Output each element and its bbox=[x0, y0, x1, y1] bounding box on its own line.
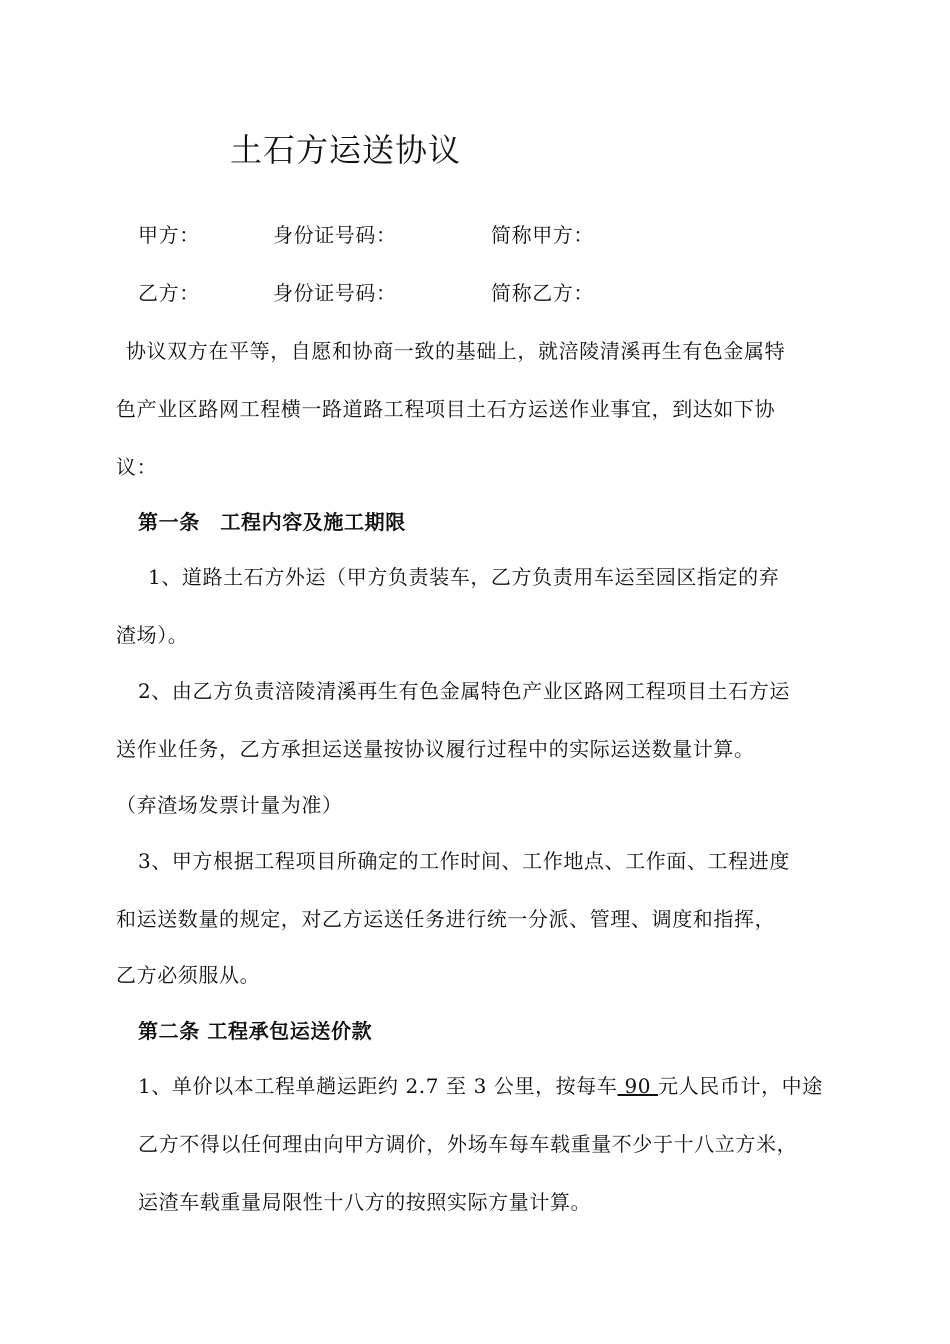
article-1-item-3-line-2: 和运送数量的规定，对乙方运送任务进行统一分派、管理、调度和指挥， bbox=[116, 907, 776, 931]
intro-line-2: 色产业区路网工程横一路道路工程项目土石方运送作业事宜，到达如下协 bbox=[116, 397, 776, 421]
party-b-id-label: 身份证号码： bbox=[273, 281, 397, 305]
party-a-id-label: 身份证号码： bbox=[273, 223, 397, 247]
article-1-item-2-line-3: （弃渣场发票计量为准） bbox=[116, 793, 343, 817]
party-a-short-label: 简称甲方： bbox=[491, 223, 594, 247]
party-b-label: 乙方： bbox=[138, 281, 200, 305]
article-2-item-1-line-2: 乙方不得以任何理由向甲方调价，外场车每车载重量不少于十八立方米， bbox=[138, 1132, 798, 1156]
article-1-item-3-line-1: 3、甲方根据工程项目所确定的工作时间、工作地点、工作面、工程进度 bbox=[138, 849, 790, 873]
price-value: 90 bbox=[617, 1074, 659, 1098]
party-a-label: 甲方： bbox=[138, 223, 200, 247]
article-1-item-3-line-3: 乙方必须服从。 bbox=[116, 963, 261, 987]
article-2-item-1-pre: 1、单价以本工程单趟运距约 2.7 至 3 公里，按每车 bbox=[138, 1074, 618, 1098]
intro-line-1: 协议双方在平等，自愿和协商一致的基础上，就涪陵清溪再生有色金属特 bbox=[126, 339, 786, 363]
party-b-short-label: 简称乙方： bbox=[491, 281, 594, 305]
intro-line-3: 议： bbox=[116, 455, 158, 479]
article-2-item-1-line-1 bbox=[138, 1073, 823, 1099]
article-1-heading: 第一条 工程内容及施工期限 bbox=[138, 510, 406, 534]
article-2-heading: 第二条 工程承包运送价款 bbox=[138, 1019, 373, 1043]
article-1-item-2-line-2: 送作业任务，乙方承担运送量按协议履行过程中的实际运送数量计算。 bbox=[116, 737, 755, 761]
document-title: 土石方运送协议 bbox=[230, 131, 462, 169]
article-1-item-2-line-1: 2、由乙方负责涪陵清溪再生有色金属特色产业区路网工程项目土石方运 bbox=[138, 679, 790, 703]
article-2-item-1-post: 元人民币计，中途 bbox=[658, 1074, 823, 1098]
article-2-item-1-line-3: 运渣车载重量局限性十八方的按照实际方量计算。 bbox=[138, 1190, 592, 1214]
article-1-item-1-line-1: 1、道路土石方外运（甲方负责装车，乙方负责用车运至园区指定的弃 bbox=[148, 565, 780, 589]
article-1-item-1-line-2: 渣场）。 bbox=[116, 623, 189, 647]
